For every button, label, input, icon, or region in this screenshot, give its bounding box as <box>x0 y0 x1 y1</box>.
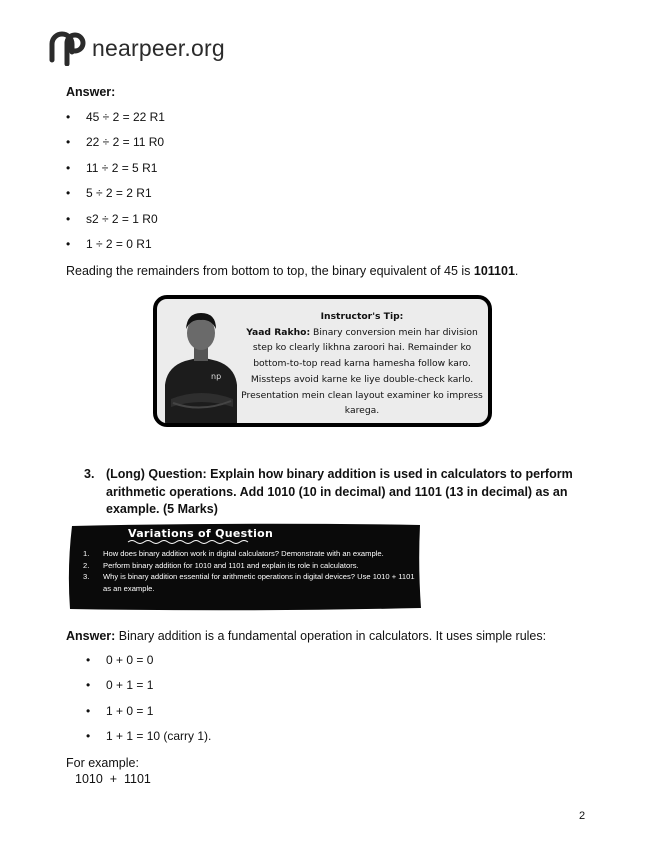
division-steps-list <box>66 110 366 262</box>
bullet-icon: • <box>66 186 71 201</box>
variation-item: 2. Perform binary addition for 1010 and 1101 and explain its role in calculators. <box>83 560 359 570</box>
bullet-icon: • <box>86 729 91 744</box>
instructor-photo <box>163 303 239 423</box>
answer-heading: Answer: <box>66 85 116 99</box>
answer-heading: Answer: <box>66 629 116 643</box>
list-item: • 11 ÷ 2 = 5 R1 <box>66 160 158 175</box>
binary-rules-list <box>86 653 386 755</box>
bullet-icon: • <box>66 160 71 175</box>
nearpeer-logo[interactable] <box>48 30 225 66</box>
instructor-tip-text <box>239 309 485 419</box>
bullet-icon: • <box>66 135 71 150</box>
instructor-tip-box <box>153 295 492 427</box>
binary-conclusion: Reading the remainders from bottom to top, the binary equivalent of 45 is 101101. <box>66 264 519 278</box>
nearpeer-logo-icon <box>48 30 86 66</box>
list-item: • 0 + 1 = 1 <box>86 678 154 693</box>
list-item: • 1 + 1 = 10 (carry 1). <box>86 729 212 744</box>
bullet-icon: • <box>66 211 71 226</box>
bullet-icon: • <box>66 110 71 124</box>
list-item: • s2 ÷ 2 = 1 R0 <box>66 211 158 226</box>
variation-item: 3. Why is binary addition essential for arithmetic operations in digital devices? Use 1010 + 1101 as an example. <box>83 572 415 593</box>
bullet-icon: • <box>86 678 91 693</box>
bullet-icon: • <box>66 236 71 251</box>
page-number: 2 <box>579 810 586 822</box>
logo-text: nearpeer.org <box>92 34 225 61</box>
variations-title: Variations of Question <box>128 527 274 540</box>
list-item: • 0 + 0 = 0 <box>86 653 154 667</box>
list-item: • 5 ÷ 2 = 2 R1 <box>66 186 152 201</box>
variation-item: 1. How does binary addition work in digital calculators? Demonstrate with an example. <box>83 549 384 558</box>
question-text: (Long) Question: Explain how binary addition is used in calculators to perform arithmetic operations. Add 1010 (10 in decimal) and 1101 (13 in decimal) as an example. (5 Marks) <box>106 467 573 516</box>
list-item: • 45 ÷ 2 = 22 R1 <box>66 110 165 124</box>
answer-2-intro: Answer: Binary addition is a fundamental operation in calculators. It uses simple rules: <box>66 629 547 643</box>
bullet-icon: • <box>86 703 91 718</box>
bullet-icon: • <box>86 653 91 667</box>
list-item: • 1 ÷ 2 = 0 R1 <box>66 236 152 251</box>
variations-list <box>76 548 416 594</box>
question-number: 3. <box>84 467 95 481</box>
tip-body: Yaad Rakho: Binary conversion mein har division step ko clearly likhna zaroori hai. Remainder ko bottom-to-top read karna hamesha follow karo. Missteps avoid karne ke liye double-check karlo. Presentation mein clean layout examiner ko impress karega. <box>241 326 483 417</box>
list-item: • 1 + 0 = 1 <box>86 703 154 718</box>
example-label: For example: <box>66 756 139 770</box>
example-expression: 1010 + 1101 <box>75 772 151 786</box>
list-item: • 22 ÷ 2 = 11 R0 <box>66 135 165 150</box>
tip-title: Instructor's Tip: <box>320 311 404 322</box>
binary-result: 101101 <box>473 264 515 278</box>
tip-lead: Yaad Rakho: <box>246 326 311 338</box>
svg-text:np: np <box>211 372 222 381</box>
